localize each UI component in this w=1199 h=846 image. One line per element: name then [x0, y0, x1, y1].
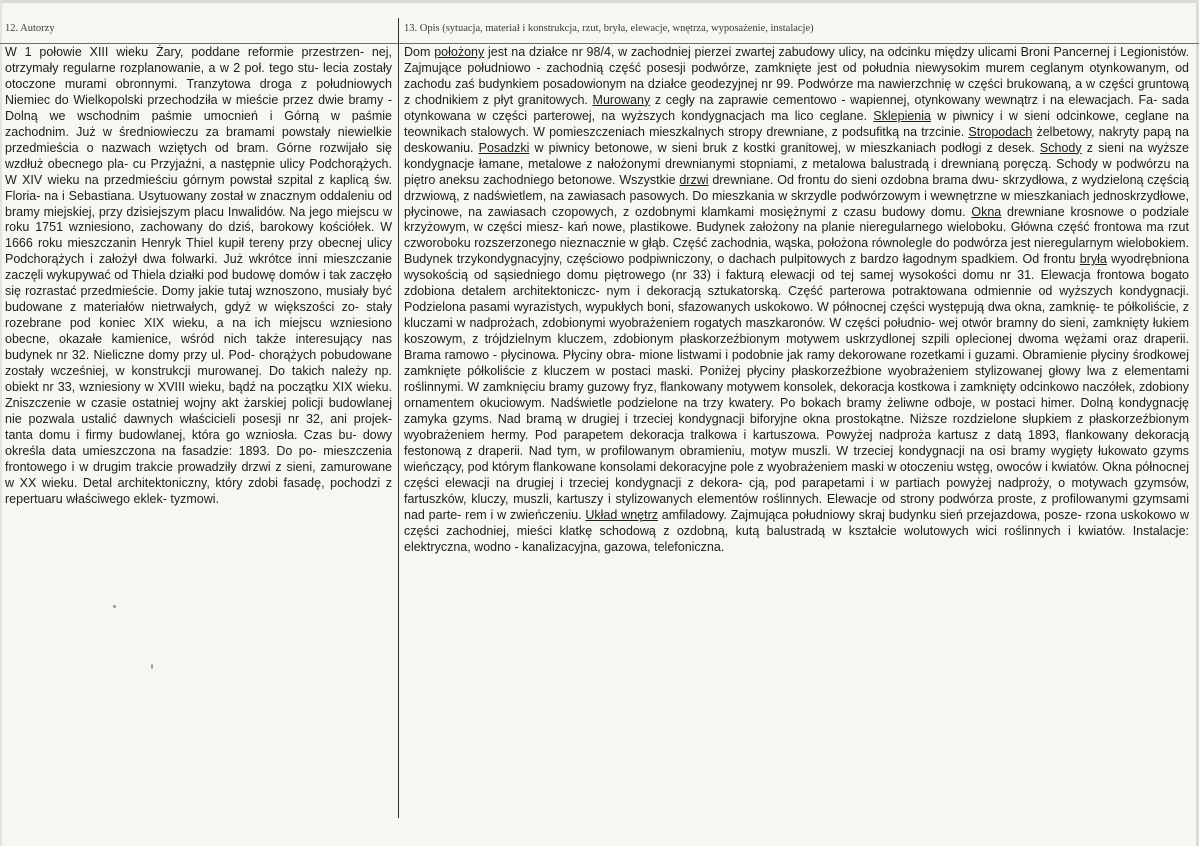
- text-run: z cegły na zaprawie cementowo - wapiennej, otynkowany wewnątrz i na elewacjach. Fa- sada otynkowana w części parterowej, na wyższych kondygnacjach ma lico ceglane.: [404, 92, 1189, 123]
- text-run: drewniane. Od frontu do sieni ozdobna brama dwu- skrzydłowa, z wydzieloną częścią drzwiową, z nadświetlem, na zawiasach pasowych. Do mieszkania w skrzydle podwórzowym i wewnętrzne w mieszkaniach jednoskrzydłowe, płycinowe, na zawiasach czopowych, z ozdobnymi klamkami mosiężnymi z czasu budowy domu.: [404, 172, 1189, 219]
- underlined-keyword: Stropodach: [968, 124, 1033, 139]
- header-divider-line: [0, 43, 1199, 44]
- underlined-keyword: położony: [434, 45, 485, 59]
- paper-edge-left: [0, 0, 2, 846]
- text-run: w piwnicy betonowe, w sieni bruk z kostki granitowej, w mieszkaniach podłogi z desek.: [529, 140, 1040, 155]
- underlined-keyword: drzwi: [679, 172, 709, 187]
- text-run: drewniane krosnowe o podziale krzyżowym, w części miesz- kań nowe, plastikowe. Budynek założony na planie nieregularnego wieloboku. Główna część frontowa ma rzut czworoboku rozszerzonego nieznacznie w głąb. Część zachodnia, wąska, położona równolegle do podwórza jest nieregularnym wielobokiem. Budynek trzykondygnacyjny, częściowo podpiwniczony, o dachach pulpitowych z bardzo łagodnym spadkiem. Od frontu: [404, 204, 1189, 267]
- underlined-keyword: Posadzki: [478, 140, 530, 155]
- underlined-keyword: Murowany: [592, 92, 651, 107]
- underlined-keyword: Schody: [1039, 140, 1082, 155]
- text-run: amfiladowy. Zajmująca południowy skraj budynku sień przejazdowa, posze- rzona uskokowo w części zachodniej, mieści klatkę schodową z ozdobną, kutą balustradą w kształcie wolutowych wici roślinnych i kwiatów. Instalacje: elektryczna, wodno - kanalizacyjna, gazowa, telefoniczna.: [404, 507, 1189, 554]
- underlined-keyword: Okna: [971, 204, 1002, 219]
- paper-speck: [151, 664, 153, 669]
- underlined-keyword: Układ wnętrz: [585, 507, 658, 522]
- text-run: jest na działce nr 98/4, w zachodniej pierzei zwartej zabudowy ulicy, na odcinku między ulicami Broni Pancernej i Legionistów. Zajmujące południowo - zachodnią część posesji podwórze, zamknięte jest od południa niewysokim murem ceglanym otynkowanym, od zachodu zaś budynkiem posadowionym na działce geodezyjnej nr 99. Podwórze ma nawierzchnię w części brukowaną, a w części gruntową z chodnikiem z płyt granitowych.: [404, 45, 1189, 107]
- text-run: żelbetowy, nakryty papą na deskowaniu.: [404, 124, 1189, 155]
- authors-section-text: W 1 połowie XIII wieku Żary, poddane reformie przestrzen- nej, otrzymały regularne rozplanowanie, a w 2 poł. tego stu- lecia zostały otoczone murami obronnymi. Tranzytowa droga z południowych Niemiec do Wielkopolski przechodziła w mieście przez dwie bramy - Dolną we wschodnim paśmie umocnień i Górną w paśmie zachodnim. Już w średniowieczu za bramami powstały niewielkie przedmieścia o nazwach wziętych od bram. Górne rozwijało się wzdłuż obecnego pla- cu Przyjaźni, a następnie ulicy Podchorążych. W XIV wieku na przedmieściu górnym powstał szpital z kaplicą św. Floria- na i Sebastiana. Usytuowany został w znacznym oddaleniu od bramy miejskiej, przy dzisiejszym placu Inwalidów. Na jego miejscu w roku 1751 wzniesiono, zachowany do dziś, barokowy kościółek. W 1666 roku mieszczanin Henryk Thiel kupił tereny przy obecnej ulicy Podchorążych i założył dwa folwarki. Już wkrótce inni mieszczanie zaczęli wykupywać od Thiela działki pod budowę domów i tak zaczęło się rozrastać przedmieście. Domy jakie tutaj wznoszono, musiały być budowane z materiałów nietrwałych, gdyż w większości zo- stały rozebrane pod koniec XIX wieku, a na ich miejscu wzniesiono obecne, okazałe kamienice, wśród nich także interesujący nas budynek nr 32. Nieliczne domy przy ul. Pod- chorążych pobudowane zostały wcześniej, w konstrukcji murowanej. Do takich należy np. obiekt nr 33, wzniesiony w XVIII wieku, bądź na początku XIX wieku. Zniszczenie w czasie ostatniej wojny akt żarskiej policji budowlanej nie pozwala ustalić dawnych właścicieli posesji nr 32, ani projek- tanta domu i firmy budowlanej, która go wzniosła. Czas bu- dowy określa data umieszczona na fasadzie: 1893. Do po- mieszczenia frontowego i w drugim trakcie prowadziły drzwi z sieni, zamurowane w XX wieku. Detal architektoniczny, który zdobi fasadę, pochodzi z repertuaru właściwego eklek- tyzmowi.: [5, 45, 392, 506]
- column-divider-line: [398, 18, 399, 818]
- underlined-keyword: Sklepienia: [873, 108, 931, 123]
- text-run: wyodrębniona wysokością od sąsiedniego domu piętrowego (nr 33) i fakturą elewacji od tej samej wysokości domu nr 31. Elewacja frontowa bogato zdobiona detalem architektoniczc- nym i dekoracją sztukatorską. Część parterowa potraktowana odmiennie od wyższych kondygnacji. Podzielona pasami wyrazistych, wypukłych boni, sfazowanych uskokowo. W północnej części występują dwa okna, zamknię- te półkoliście, z kluczami w nadprożach, zdobionymi wyobrażeniem rogatych maszkaronów. W części południo- wej otwór bramny do sieni, zamknięty łukiem koszowym, z trójdzielnym kluczem, zdobionym płaskorzeźbionym motywem uskrzydlonej szpili oplecionej dwoma wężami oraz draperii. Brama ramowo - płycinowa. Płyciny obra- mione listwami i podobnie jak ramy dekorowane rozetkami i guzami. Obramienie płyciny środkowej zamknięte półkoliście z kluczem w postaci maski. Poniżej płyciny płaskorzeźbione wyobrażeniem stylizowanej głowy lwa z elementami roślinnymi. W zamknięciu bramy guzowy fryz, flankowany motywem konsolek, dekoracja kostkowa i zamknięty odcinkowo naczółek, zdobiony ornamentem okuciowym. Nadświetle podzielone na trzy kwatery. Po bokach bramy żeliwne odboje, w postaci himer. Dolną kondygnację zamyka gzyms. Nad bramą w drugiej i trzeciej kondygnacji biforyjne okna prostokątne. Niższe rozdzielone słupkiem z płaskorzeźbionym wyobrażeniem hermy. Pod parapetem dekoracja tralkowa i kartuszowa. Powyżej nadproża kartusz z datą 1893, flankowany dekoracją festonową z draperii. Nad tym, w profilowanym obramieniu, motyw muszli. W trzeciej kondygnacji na osi bramy wygięty łukowato gzyms wieńczący, pod którym flankowane konsolami dekoracyjne pole z wyobrażeniem maski w otoczeniu wstęg, owoców i kwiatów. Okna północnej części elewacji na drugiej i trzeciej kondygnacji z dekora- cją, pod parapetami i w partiach powyżej nadproży, o motywach gzymsów, fartuszków, kluczy, muszli, kartuszy i stylizowanych elementów roślinnych. Elewacje od strony podwórza proste, z profilowanymi gzymsami nad parte- rem i w zwieńczeniu.: [404, 252, 1189, 522]
- authors-section-header: 12. Autorzy: [5, 23, 55, 34]
- text-run: z sieni na wyższe kondygnacje łamane, metalowe z nałożonymi drewnianymi stopniami, z metalowa balustradą i drewnianą poręczą. Schody w podwórzu na piętro aneksu zachodniego betonowe. Wszystkie: [404, 140, 1190, 187]
- paper-edge-top: [0, 0, 1199, 3]
- text-run: Dom: [404, 45, 435, 59]
- paper-speck: [113, 605, 116, 608]
- description-section-header: 13. Opis (sytuacja, materiał i konstrukcja, rzut, bryła, elewacje, wnętrza, wyposażenie, instalacje): [404, 23, 814, 34]
- description-section-text: [404, 45, 1189, 556]
- text-run: w piwnicy i w sieni odcinkowe, ceglane na teownikach stalowych. W pomieszczeniach mieszkalnych stropy drewniane, z podsufitką na trzcinie.: [404, 108, 1189, 139]
- underlined-keyword: bryła: [1079, 252, 1107, 267]
